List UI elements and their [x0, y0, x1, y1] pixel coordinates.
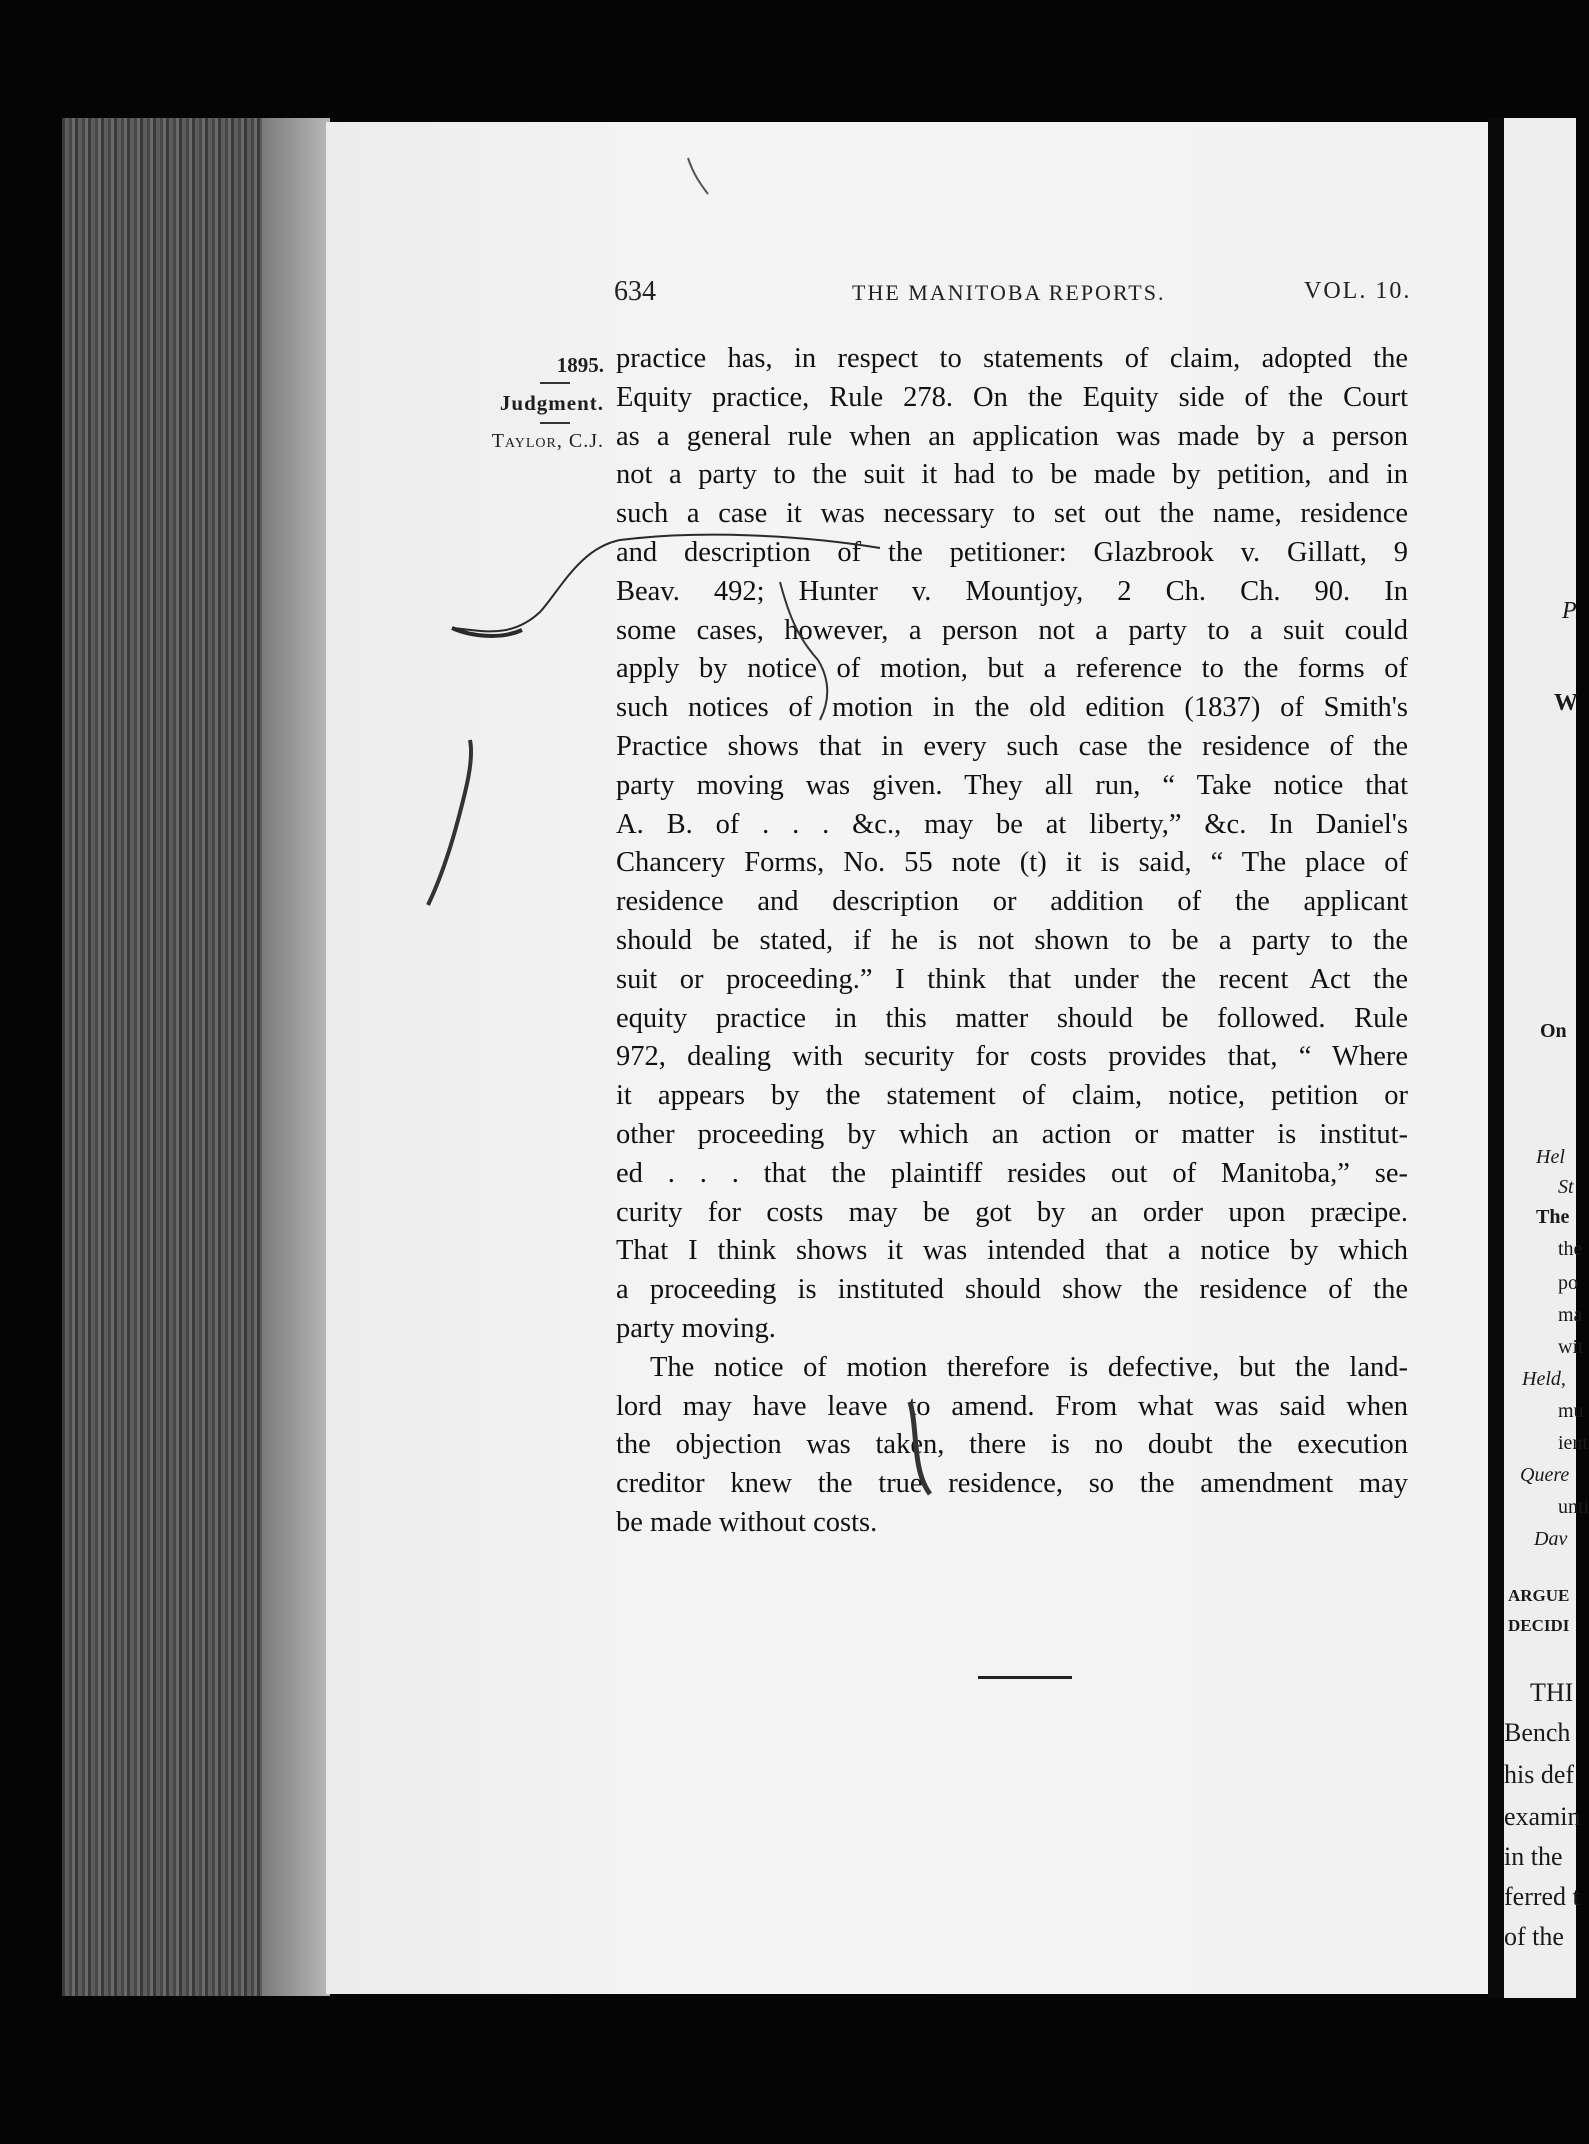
- text-line: equity practice in this matter should be followed. Rule: [616, 1002, 1408, 1034]
- running-title: THE MANITOBA REPORTS.: [852, 280, 1166, 305]
- text-line: A. B. of . . . &c., may be at liberty,” &c. In Daniel's: [616, 808, 1408, 840]
- adjacent-fragment: examin: [1504, 1802, 1581, 1831]
- text-line: such a case it was necessary to set out the name, residence: [616, 498, 1408, 530]
- text-line: Practice shows that in every such case the residence of the: [616, 730, 1408, 762]
- adjacent-fragment: P: [1562, 598, 1577, 624]
- text-line: residence and description or addition of the applicant: [616, 886, 1408, 918]
- text-line: Equity practice, Rule 278. On the Equity side of the Court: [616, 381, 1408, 413]
- text-line: party moving.: [616, 1312, 776, 1344]
- text-line: other proceeding by which an action or matter is institut-: [616, 1118, 1408, 1150]
- text-line: such notices of motion in the old edition (1837) of Smith's: [616, 692, 1408, 724]
- adjacent-fragment: The: [1536, 1206, 1570, 1228]
- adjacent-fragment: of the: [1504, 1922, 1564, 1951]
- text-line: should be stated, if he is not shown to be a party to the: [616, 924, 1408, 956]
- adjacent-fragment: Held,: [1522, 1368, 1566, 1390]
- adjacent-fragment: the: [1558, 1238, 1583, 1260]
- text-line: Beav. 492; Hunter v. Mountjoy, 2 Ch. Ch. 90. In: [616, 575, 1408, 607]
- adjacent-fragment: ARGUE: [1508, 1586, 1570, 1605]
- adjacent-fragment: mu: [1558, 1400, 1584, 1422]
- adjacent-fragment: po: [1558, 1272, 1578, 1294]
- page-number: 634: [614, 276, 656, 307]
- text-line: apply by notice of motion, but a reference to the forms of: [616, 653, 1408, 685]
- adjacent-fragment: ma: [1558, 1304, 1583, 1326]
- scribble-stroke: [428, 740, 471, 905]
- adjacent-fragment: ient: [1558, 1432, 1588, 1454]
- adjacent-fragment: DECIDI: [1508, 1616, 1570, 1635]
- text-line: That I think shows it was intended that a notice by which: [616, 1235, 1408, 1267]
- adjacent-fragment: THI: [1530, 1678, 1574, 1707]
- scribble-stroke: [910, 1402, 930, 1494]
- volume-label: VOL. 10.: [1304, 278, 1412, 304]
- adjacent-fragment: unti: [1558, 1496, 1589, 1518]
- text-line: be made without costs.: [616, 1506, 878, 1538]
- text-line: ed . . . that the plaintiff resides out of Manitoba,” se-: [616, 1157, 1408, 1189]
- text-line: suit or proceeding.” I think that under the recent Act the: [616, 963, 1408, 995]
- text-line: creditor knew the true residence, so the amendment may: [616, 1468, 1408, 1500]
- adjacent-fragment: W: [1554, 690, 1578, 716]
- scribble-stroke: [452, 535, 880, 632]
- text-line: 972, dealing with security for costs provides that, “ Where: [616, 1041, 1408, 1073]
- adjacent-fragment: ferred t: [1504, 1882, 1580, 1911]
- margin-year: 1895.: [556, 353, 604, 377]
- text-line: a proceeding is instituted should show the residence of the: [616, 1274, 1408, 1306]
- text-line: curity for costs may be got by an order upon præcipe.: [616, 1196, 1408, 1228]
- adjacent-fragment: in the: [1504, 1842, 1563, 1871]
- margin-judge: Taylor, C.J.: [491, 430, 604, 452]
- adjacent-fragment: his def: [1504, 1760, 1575, 1789]
- margin-section: Judgment.: [499, 391, 604, 415]
- adjacent-fragment: On: [1540, 1020, 1567, 1042]
- scribble-stroke: [688, 158, 708, 194]
- adjacent-fragment: Bench: [1504, 1718, 1571, 1747]
- adjacent-fragment: Dav: [1534, 1528, 1568, 1550]
- scribble-stroke: [780, 582, 827, 720]
- text-line: Chancery Forms, No. 55 note (t) it is said, “ The place of: [616, 847, 1408, 879]
- text-line: practice has, in respect to statements of claim, adopted the: [616, 343, 1408, 374]
- text-line: it appears by the statement of claim, notice, petition or: [616, 1080, 1408, 1112]
- text-line: party moving was given. They all run, “ Take notice that: [616, 769, 1408, 801]
- text-line: The notice of motion therefore is defective, but the land-: [650, 1351, 1408, 1383]
- adjacent-fragment: St: [1558, 1176, 1574, 1198]
- text-line: and description of the petitioner: Glazbrook v. Gillatt, 9: [616, 536, 1408, 568]
- adjacent-fragment: Hel: [1536, 1146, 1565, 1168]
- text-line: some cases, however, a person not a party to a suit could: [616, 614, 1408, 646]
- adjacent-fragment: wit: [1558, 1336, 1584, 1358]
- adjacent-fragment: Quere: [1520, 1464, 1570, 1486]
- text-line: not a party to the suit it had to be made by petition, and in: [616, 459, 1408, 491]
- text-line: lord may have leave to amend. From what was said when: [616, 1390, 1408, 1422]
- text-line: as a general rule when an application was made by a person: [616, 420, 1408, 452]
- text-line: the objection was taken, there is no doubt the execution: [616, 1429, 1408, 1461]
